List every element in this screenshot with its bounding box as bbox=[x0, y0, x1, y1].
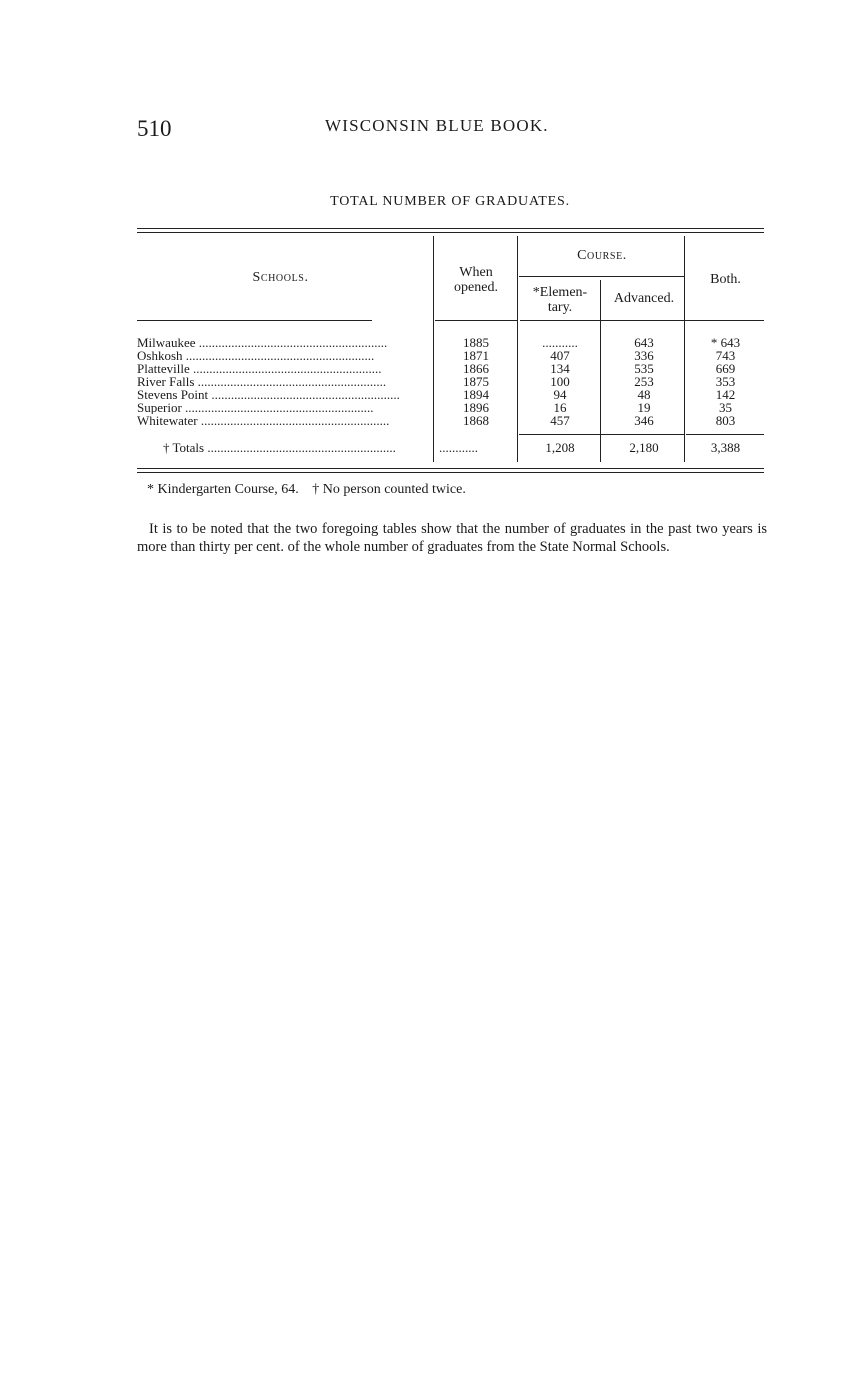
bottom-rule bbox=[137, 472, 764, 473]
when-opened-line2: opened. bbox=[454, 280, 498, 295]
totals-rule bbox=[519, 434, 685, 435]
course-rule bbox=[519, 276, 685, 277]
school-name: River Falls ..... bbox=[137, 375, 432, 388]
elementary-cell: 16 bbox=[553, 400, 567, 415]
both-cell: 35 bbox=[719, 400, 732, 415]
when-opened-cell: 1866 bbox=[463, 361, 489, 376]
advanced-cell: 253 bbox=[634, 374, 654, 389]
table-row bbox=[137, 414, 764, 427]
elementary-line1: *Elemen- bbox=[532, 285, 588, 300]
advanced-cell: 346 bbox=[634, 413, 654, 428]
header-rule bbox=[435, 320, 517, 321]
school-name: Platteville ..... bbox=[137, 362, 432, 375]
table-row bbox=[137, 401, 764, 414]
elementary-cell: 100 bbox=[550, 374, 570, 389]
elementary-line2: tary. bbox=[547, 300, 573, 315]
running-head: WISCONSIN BLUE BOOK. bbox=[325, 116, 549, 135]
advanced-cell: 535 bbox=[634, 361, 654, 376]
advanced-cell: 19 bbox=[637, 400, 651, 415]
both-header: Both. bbox=[710, 272, 741, 287]
when-opened-line1: When bbox=[459, 265, 493, 280]
advanced-cell: 48 bbox=[637, 387, 651, 402]
school-name: Milwaukee ..... bbox=[137, 336, 432, 349]
elementary-cell: 94 bbox=[553, 387, 567, 402]
school-name: Stevens Point ..... bbox=[137, 388, 432, 401]
course-header: Course. bbox=[577, 248, 627, 263]
advanced-header: Advanced. bbox=[613, 291, 675, 306]
both-cell: * 643 bbox=[710, 335, 741, 350]
kindergarten-footnote: * Kindergarten Course, 64. bbox=[147, 482, 299, 497]
both-cell: 669 bbox=[715, 361, 736, 376]
double-count-footnote: † No person counted twice. bbox=[312, 482, 466, 497]
table-row bbox=[137, 349, 764, 362]
elementary-cell: 457 bbox=[550, 413, 570, 428]
table-row bbox=[137, 336, 764, 349]
table-row bbox=[137, 362, 764, 375]
elementary-cell: 134 bbox=[550, 361, 570, 376]
when-opened-cell: 1868 bbox=[463, 413, 489, 428]
table-row bbox=[137, 375, 764, 388]
advanced-cell: 643 bbox=[634, 335, 654, 350]
footnotes bbox=[147, 482, 466, 498]
elementary-cell: ........... bbox=[542, 335, 578, 350]
both-cell: 142 bbox=[715, 387, 736, 402]
school-name: Whitewater ..... bbox=[137, 414, 432, 427]
totals-both: 3,388 bbox=[710, 440, 741, 455]
when-opened-cell: 1875 bbox=[463, 374, 489, 389]
both-cell: 803 bbox=[715, 413, 736, 428]
when-opened-cell: 1894 bbox=[463, 387, 489, 402]
schools-header: Schools. bbox=[252, 270, 309, 285]
header-rule bbox=[520, 320, 764, 321]
page-number: 510 bbox=[137, 116, 172, 141]
header-rule bbox=[137, 320, 372, 321]
top-rule bbox=[137, 228, 764, 229]
body-paragraph: It is to be noted that the two foregoing tables show that the number of graduates in the past two years is more than thirty per cent. of the whole number of graduates from the State Normal Schools. bbox=[137, 521, 767, 555]
when-opened-cell: 1885 bbox=[463, 335, 489, 350]
school-name: Oshkosh ..... bbox=[137, 349, 432, 362]
totals-row bbox=[137, 441, 764, 454]
both-cell: 743 bbox=[715, 348, 736, 363]
totals-label: † Totals ..... bbox=[163, 441, 431, 454]
elementary-header bbox=[520, 285, 600, 315]
top-rule bbox=[137, 232, 764, 233]
totals-elementary: 1,208 bbox=[545, 440, 575, 455]
totals-when-leaders: ............ bbox=[439, 441, 478, 454]
when-opened-header bbox=[435, 265, 517, 295]
table-title: TOTAL NUMBER OF GRADUATES. bbox=[330, 194, 570, 209]
elementary-cell: 407 bbox=[550, 348, 570, 363]
table-row bbox=[137, 388, 764, 401]
graduates-table bbox=[137, 228, 764, 474]
bottom-rule bbox=[137, 468, 764, 469]
when-opened-cell: 1896 bbox=[463, 400, 489, 415]
totals-rule bbox=[686, 434, 764, 435]
school-name: Superior ..... bbox=[137, 401, 432, 414]
when-opened-cell: 1871 bbox=[463, 348, 489, 363]
totals-advanced: 2,180 bbox=[629, 440, 659, 455]
advanced-cell: 336 bbox=[634, 348, 654, 363]
both-cell: 353 bbox=[715, 374, 736, 389]
